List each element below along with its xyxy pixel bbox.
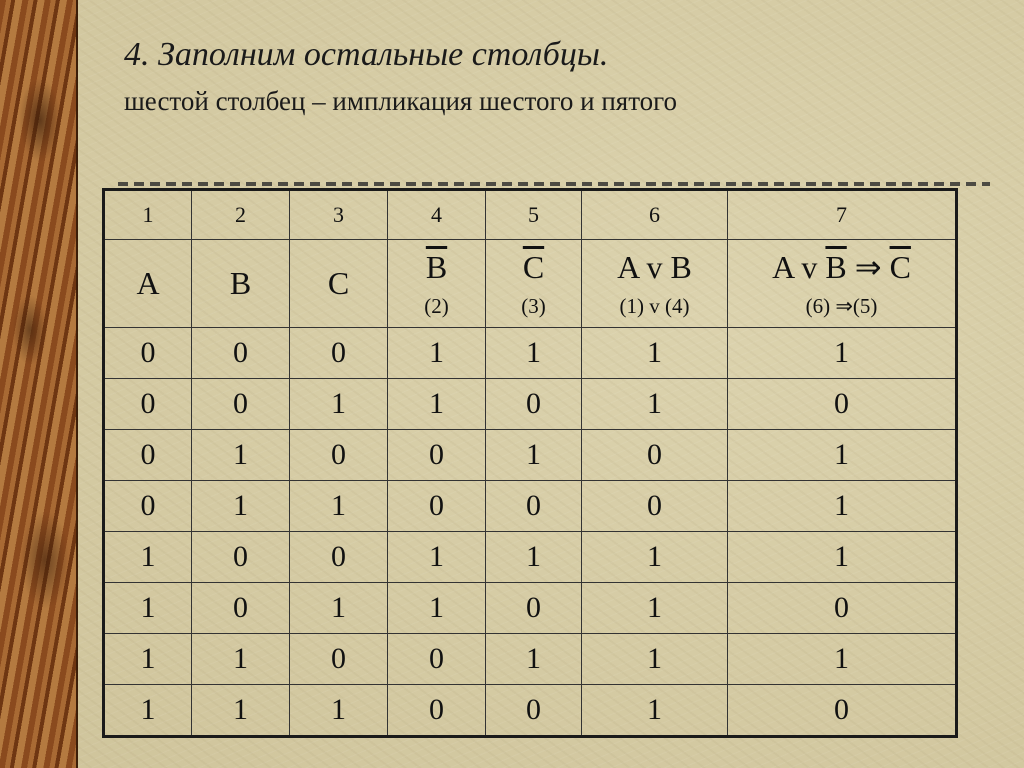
table-cell: 0	[582, 430, 728, 481]
table-cell: 0	[388, 481, 486, 532]
table-cell: 1	[290, 481, 388, 532]
header-a-or-b-ref: (1) v (4)	[619, 293, 690, 318]
header-not-c-ref: (3)	[521, 293, 546, 318]
table-cell: 0	[486, 583, 582, 634]
table-cell: 1	[388, 532, 486, 583]
header-not-b-ref: (2)	[424, 293, 449, 318]
column-number: 3	[290, 190, 388, 240]
table-cell: 0	[104, 481, 192, 532]
table-cell: 1	[728, 532, 957, 583]
table-cell: 0	[388, 685, 486, 737]
table-cell: 0	[192, 379, 290, 430]
table-cell: 0	[290, 634, 388, 685]
slide-title: 4. Заполним остальные столбцы.	[124, 36, 609, 73]
table-cell: 0	[192, 583, 290, 634]
table-cell: 0	[728, 685, 957, 737]
table-cell: 1	[388, 379, 486, 430]
table-cell: 1	[486, 328, 582, 379]
wood-border-decoration	[0, 0, 78, 768]
table-row	[104, 532, 957, 583]
table-cell: 0	[388, 634, 486, 685]
header-impl-b: $\overline{B}$	[825, 249, 847, 285]
table-cell: 1	[192, 430, 290, 481]
header-implication	[728, 240, 957, 328]
dashed-divider	[118, 182, 990, 186]
table-cell: 1	[192, 634, 290, 685]
table-cell: 1	[582, 379, 728, 430]
table-cell: 0	[192, 328, 290, 379]
header-not-b	[388, 240, 486, 328]
header-implication-ref: (6) ⇒(5)	[805, 294, 878, 318]
header-impl-prefix: A v	[772, 249, 826, 285]
table-cell: 1	[582, 532, 728, 583]
table-cell: 0	[290, 532, 388, 583]
table-cell: 1	[582, 328, 728, 379]
table-cell: 1	[192, 481, 290, 532]
table-cell: 0	[290, 430, 388, 481]
column-number-row	[104, 190, 957, 240]
table-cell: 1	[104, 634, 192, 685]
header-impl-arrow: ⇒	[846, 249, 890, 285]
table-cell: 0	[728, 379, 957, 430]
header-a-or-b-expr: A v B	[617, 248, 692, 285]
table-cell: 1	[728, 634, 957, 685]
table-cell: 0	[104, 328, 192, 379]
column-number: 6	[582, 190, 728, 240]
table-cell: 1	[486, 532, 582, 583]
header-not-c-expr: $\overline{C}$	[522, 248, 545, 285]
column-number: 4	[388, 190, 486, 240]
header-b: B	[192, 240, 290, 328]
table-cell: 1	[728, 430, 957, 481]
table-cell: 1	[582, 685, 728, 737]
table-row	[104, 481, 957, 532]
table-cell: 1	[290, 379, 388, 430]
table-row	[104, 685, 957, 737]
table-cell: 0	[104, 430, 192, 481]
header-row	[104, 240, 957, 328]
table-cell: 0	[192, 532, 290, 583]
table-cell: 0	[582, 481, 728, 532]
table-cell: 1	[728, 481, 957, 532]
table-cell: 0	[486, 379, 582, 430]
table-cell: 1	[728, 328, 957, 379]
header-not-c	[486, 240, 582, 328]
table-cell: 0	[388, 430, 486, 481]
header-c: C	[290, 240, 388, 328]
table-row	[104, 328, 957, 379]
truth-table	[102, 188, 958, 738]
header-not-b-expr: $\overline{B}$	[425, 248, 448, 285]
column-number: 2	[192, 190, 290, 240]
table-row	[104, 430, 957, 481]
table-cell: 1	[290, 583, 388, 634]
table-cell: 0	[104, 379, 192, 430]
table-cell: 1	[486, 634, 582, 685]
header-a-or-b	[582, 240, 728, 328]
table-cell: 1	[582, 634, 728, 685]
header-a: A	[104, 240, 192, 328]
table-cell: 0	[290, 328, 388, 379]
column-number: 5	[486, 190, 582, 240]
table-cell: 1	[388, 583, 486, 634]
table-cell: 1	[104, 685, 192, 737]
table-cell: 0	[728, 583, 957, 634]
table-row	[104, 379, 957, 430]
table-cell: 1	[582, 583, 728, 634]
header-impl-c: $\overline{C}$	[889, 249, 911, 285]
column-number: 7	[728, 190, 957, 240]
table-cell: 0	[486, 481, 582, 532]
table-cell: 1	[290, 685, 388, 737]
table-cell: 0	[486, 685, 582, 737]
table-row	[104, 634, 957, 685]
table-cell: 1	[104, 583, 192, 634]
table-cell: 1	[192, 685, 290, 737]
table-cell: 1	[388, 328, 486, 379]
slide-subtitle: шестой столбец – импликация шестого и пятого	[124, 86, 678, 116]
table-cell: 1	[486, 430, 582, 481]
table-row	[104, 583, 957, 634]
table-cell: 1	[104, 532, 192, 583]
column-number: 1	[104, 190, 192, 240]
